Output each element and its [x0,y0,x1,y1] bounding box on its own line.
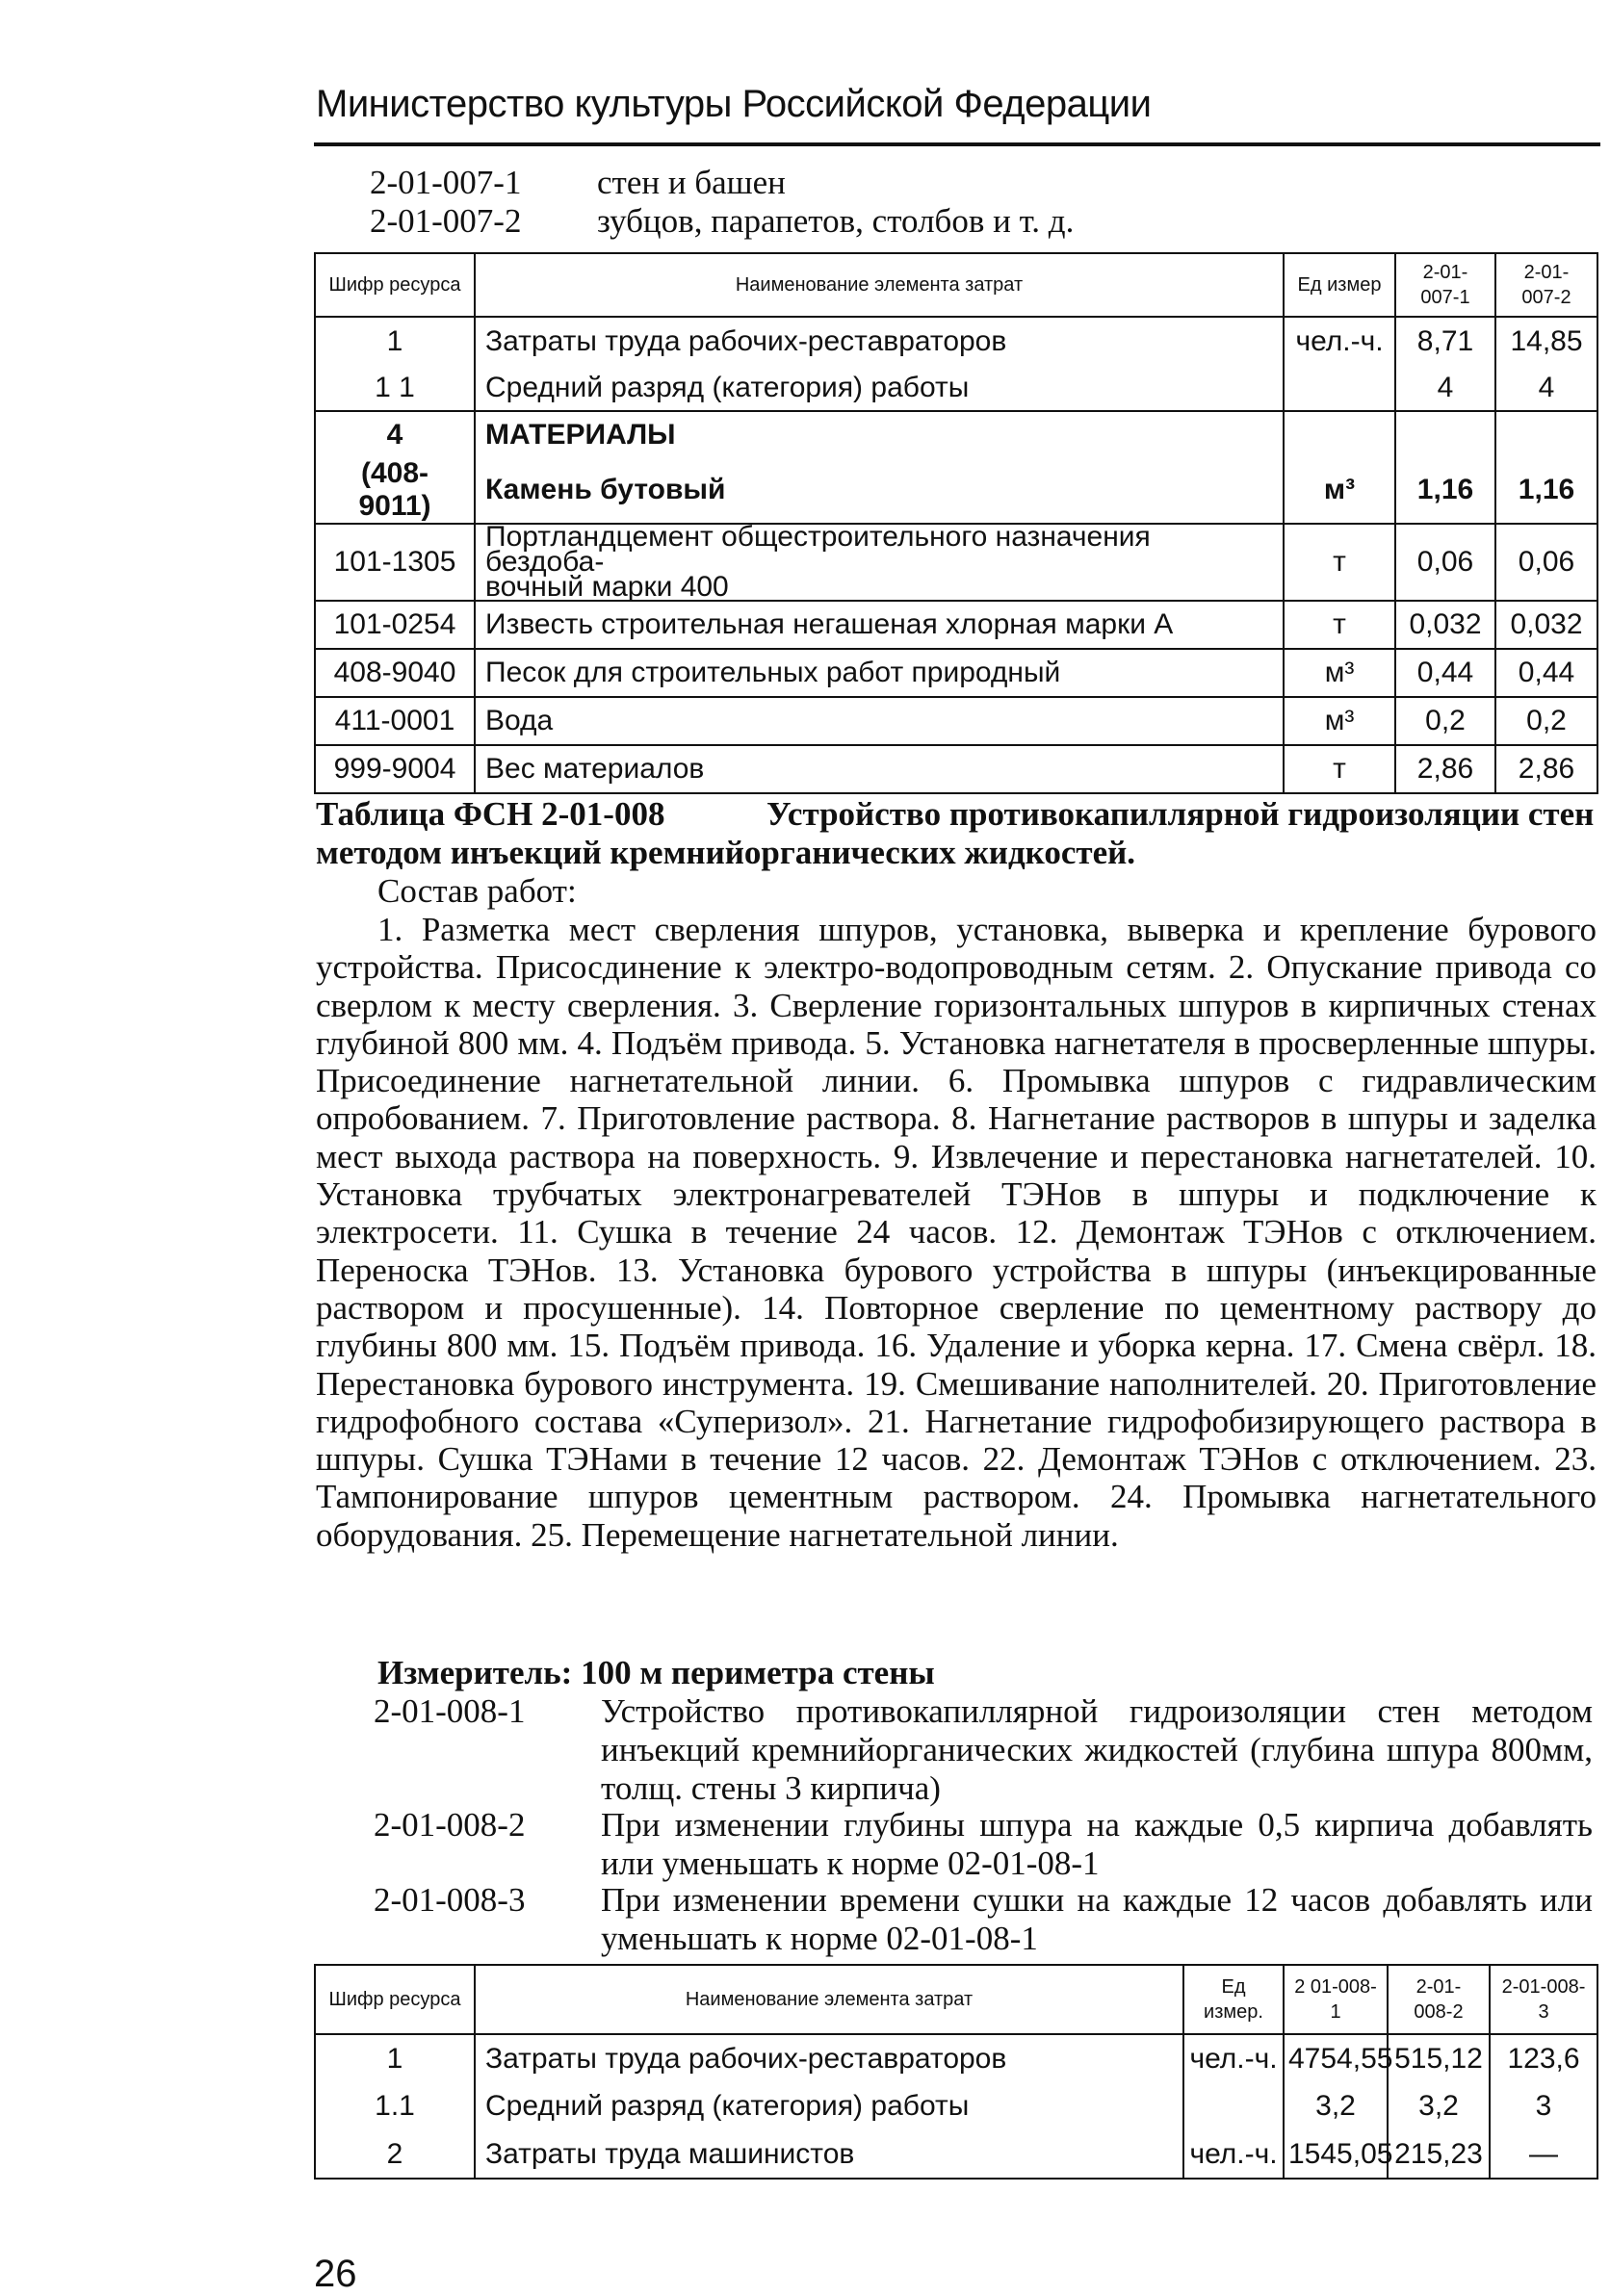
cell-value: 515,12 [1388,2034,1490,2082]
cell-unit [1284,365,1395,411]
norm-description: При изменении глубины шпура на каждые 0,5 кирпича добавлять или уменьшать к норме 02-01-08-1 [601,1806,1593,1882]
cell-value: 3,2 [1388,2082,1490,2130]
cell-name: Известь строительная негашеная хлорная марки А [475,601,1284,649]
cell-value: 123,6 [1490,2034,1597,2082]
header-resource-code: Шифр ресурса [315,253,475,317]
cell-name: Затраты труда машинистов [475,2130,1183,2179]
table-row [315,365,1597,411]
norm-variant [374,1806,1597,1883]
table-row [315,2082,1597,2130]
header-norm-col-1: 2-01-007-1 [1395,253,1495,317]
cell-code: 1 1 [315,365,475,411]
cell-value: 0,06 [1395,524,1495,601]
table-title-part2: методом инъекций кремнийорганических жидкостей. [316,834,1136,871]
cell-value: 0,032 [1495,601,1597,649]
norm-code: 2-01-008-3 [374,1881,526,1919]
cell-value: 4 [1395,365,1495,411]
cell-value: 0,032 [1395,601,1495,649]
cell-code: 2 [315,2130,475,2179]
cell-name: Вода [475,697,1284,745]
cell-name: Вес материалов [475,745,1284,793]
cell-name: Камень бутовый [475,457,1284,524]
cell-unit: т [1284,745,1395,793]
table-row [315,745,1597,793]
cell-value: 1,16 [1395,457,1495,524]
section-title [316,795,1597,872]
table-row [315,2034,1597,2082]
cell-name: МАТЕРИАЛЫ [475,411,1284,457]
norm-description: зубцов, парапетов, столбов и т. д. [597,202,1075,240]
header-element-name: Наименование элемента затрат [475,253,1284,317]
cell-name-line: Портландцемент общестроительного назначения бездоба- [485,521,1151,578]
table-row [315,411,1597,457]
cell-code: 999-9004 [315,745,475,793]
cell-value: 14,85 [1495,317,1597,365]
cell-value: 0,06 [1495,524,1597,601]
code-line [370,202,1236,241]
cell-unit: чел.-ч. [1284,317,1395,365]
cell-code: 408-9040 [315,649,475,697]
cell-name: Средний разряд (категория) работы [475,365,1284,411]
table-header-row [315,1965,1597,2034]
header-norm-col-2: 2-01-007-2 [1495,253,1597,317]
cell-value: — [1490,2130,1597,2179]
composition-text: 1. Разметка мест сверления шпуров, установка, выверка и крепление бурового устройства. Присосдинение к электро-водопроводным сетям. 2. Опускание привода со сверлом к месту сверления. 3. Сверление горизонтальных шпуров в кирпичных стенах глубиной 800 мм. 4. Подъём привода. 5. Установка нагнетателя в просверленные шпуры. Присоединение нагнетательной линии. 6. Промывка шпуров с гидравлическим опробованием. 7. Приготовление раствора. 8. Нагнетание растворов в шпуры и заделка мест выхода раствора на поверхность. 9. Извлечение и перестановка нагнетателей. 10. Установка трубчатых электронагревателей ТЭНов в шпуры и подключение к электросети. 11. Сушка в течение 24 часов. 12. Демонтаж ТЭНов с отключением. Переноска ТЭНов. 13. Установка бурового устройства в шпуры (инъекцированные раствором и просушенные). 14. Повторное сверление по цементному раствору до глубины 800 мм. 15. Подъём привода. 16. Удаление и уборка керна. 17. Смена свёрл. 18. Перестановка бурового инструмента. 19. Смешивание наполнителей. 20. Приготовление гидрофобного состава «Суперизол». 21. Нагнетание гидрофобизирующего раствора в шпуры. Сушка ТЭНами в течение 12 часов. 22. Демонтаж ТЭНов с отключением. 23. Тампонирование шпуров цементным раствором. 24. Промывка нагнетательного оборудования. 25. Перемещение нагнетательной линии. [316,911,1597,1554]
cell-value: 4 [1495,365,1597,411]
table-row [315,524,1597,601]
cell-unit: м³ [1284,649,1395,697]
cell-value: 0,44 [1495,649,1597,697]
cell-unit: м³ [1284,457,1395,524]
page-number: 26 [314,2253,357,2295]
cell-unit: т [1284,524,1395,601]
cell-value: 8,71 [1395,317,1495,365]
measure-unit: Измеритель: 100 м периметра стены [377,1654,935,1691]
cell-code: 4 [315,411,475,457]
norm-code: 2-01-007-1 [370,164,522,201]
running-header: Министерство культуры Российской Федерации [316,83,1152,125]
header-norm-col-3: 2-01-008-3 [1490,1965,1597,2034]
header-unit: Ед измер. [1183,1965,1284,2034]
table-header-row [315,253,1597,317]
header-resource-code: Шифр ресурса [315,1965,475,2034]
cell-code: (408-9011) [315,457,475,524]
header-norm-col-1: 2 01-008-1 [1284,1965,1388,2034]
cell-value: 215,23 [1388,2130,1490,2179]
cell-name: Песок для строительных работ природный [475,649,1284,697]
cell-unit [1284,411,1395,457]
cell-value: 0,2 [1395,697,1495,745]
norm-code: 2-01-007-2 [370,202,522,240]
table-row [315,601,1597,649]
table-row [315,317,1597,365]
cell-name: Затраты труда рабочих-реставраторов [475,317,1284,365]
cell-unit [1183,2082,1284,2130]
resource-table-007 [314,252,1598,794]
header-element-name: Наименование элемента затрат [475,1965,1183,2034]
cell-value [1395,411,1495,457]
cell-value [1495,411,1597,457]
cell-value: 3 [1490,2082,1597,2130]
cell-name: Средний разряд (категория) работы [475,2082,1183,2130]
norm-code: 2-01-008-1 [374,1692,526,1730]
cell-value: 2,86 [1495,745,1597,793]
norm-code: 2-01-008-2 [374,1806,526,1844]
cell-name-line: вочный марки 400 [485,571,729,603]
cell-unit: чел.-ч. [1183,2130,1284,2179]
code-line [370,164,1236,202]
header-unit: Ед измер [1284,253,1395,317]
table-row [315,649,1597,697]
norm-description: Устройство противокапиллярной гидроизоляции стен методом инъекций кремнийорганических жидкостей (глубина шпура 800мм, толщ. стены 3 кирпича) [601,1692,1593,1807]
cell-value: 2,86 [1395,745,1495,793]
cell-code: 101-1305 [315,524,475,601]
cell-code: 1 [315,317,475,365]
header-norm-col-2: 2-01-008-2 [1388,1965,1490,2034]
cell-value: 1545,05 [1284,2130,1388,2179]
cell-name [475,521,1284,603]
table-title-part1: Устройство противокапиллярной гидроизоляции стен [766,795,1595,833]
norm-variant [374,1692,1597,1808]
table-row [315,457,1597,524]
cell-code: 101-0254 [315,601,475,649]
norm-description: стен и башен [597,164,786,201]
cell-value: 0,2 [1495,697,1597,745]
cell-code: 1 [315,2034,475,2082]
table-row [315,697,1597,745]
cell-value: 0,44 [1395,649,1495,697]
header-divider [314,142,1600,146]
table-label: Таблица ФСН 2-01-008 [316,795,665,833]
norm-variant [374,1881,1597,1958]
cell-code: 411-0001 [315,697,475,745]
norm-description: При изменении времени сушки на каждые 12 часов добавлять или уменьшать к норме 02-01-08-1 [601,1881,1593,1957]
cell-unit: т [1284,601,1395,649]
cell-value: 3,2 [1284,2082,1388,2130]
resource-table-008 [314,1964,1598,2180]
cell-code: 1.1 [315,2082,475,2130]
cell-name: Затраты труда рабочих-реставраторов [475,2034,1183,2082]
cell-value: 4754,55 [1284,2034,1388,2082]
composition-heading: Состав работ: [377,872,577,910]
cell-value: 1,16 [1495,457,1597,524]
cell-unit: м³ [1284,697,1395,745]
table-row [315,2130,1597,2179]
cell-unit: чел.-ч. [1183,2034,1284,2082]
